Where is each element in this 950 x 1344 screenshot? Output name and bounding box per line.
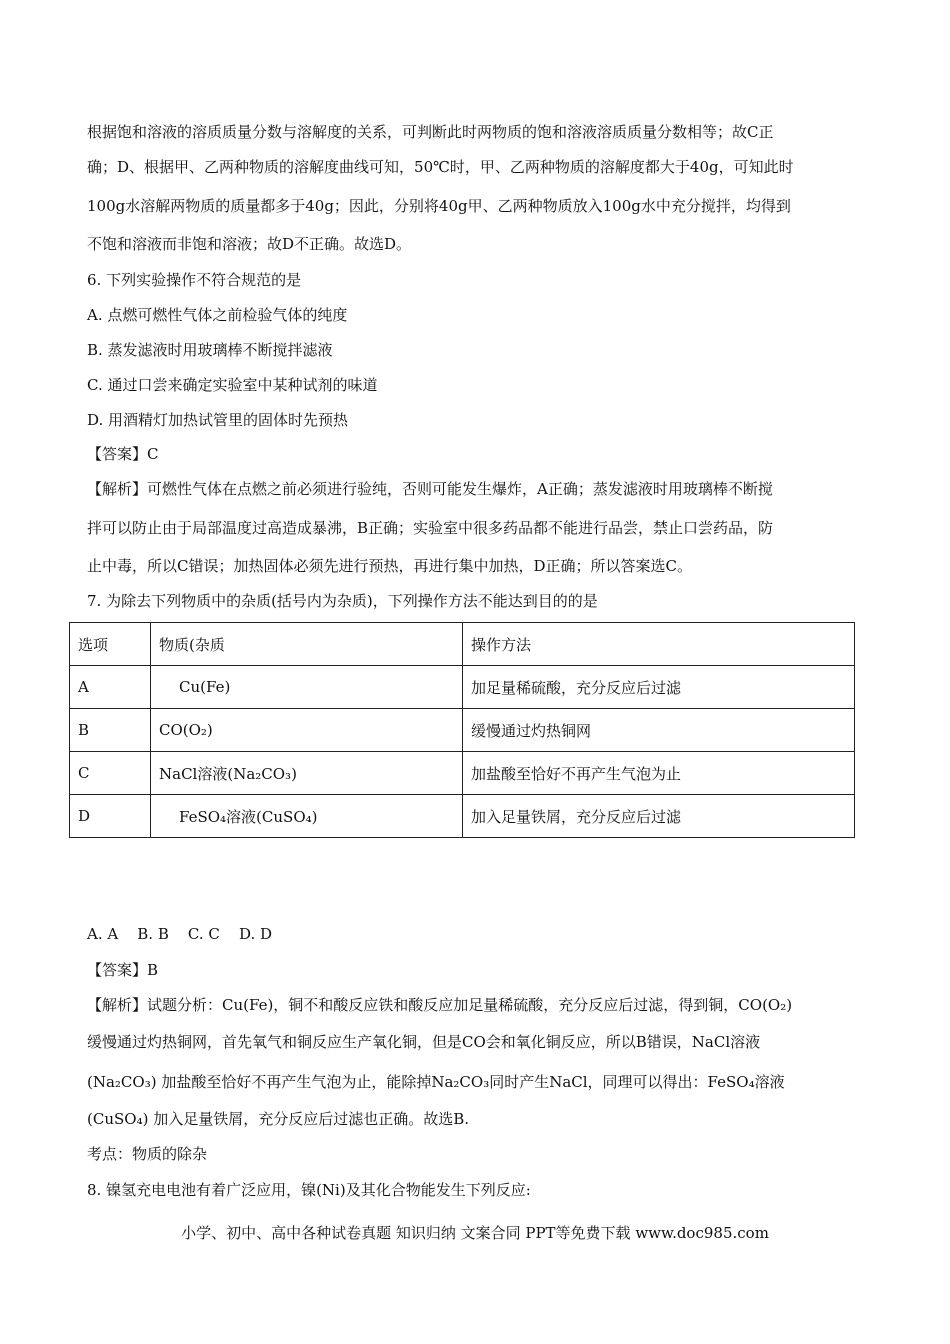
paragraph-line: 100g水溶解两物质的质量都多于40g；因此，分别将40g甲、乙两种物质放入100g水中充分搅拌，均得到 (87, 197, 791, 215)
paragraph-line: 确；D、根据甲、乙两种物质的溶解度曲线可知，50℃时，甲、乙两种物质的溶解度都大于40g，可知此时 (87, 158, 794, 176)
question-6-option-c: C. 通过口尝来确定实验室中某种试剂的味道 (87, 376, 378, 394)
table-header-cell: 选项 (70, 623, 151, 666)
table-cell: D (70, 795, 151, 838)
question-6-option-b: B. 蒸发滤液时用玻璃棒不断搅拌滤液 (87, 341, 333, 359)
table-cell: C (70, 752, 151, 795)
question-6-answer: 【答案】C (87, 445, 159, 463)
table-cell: 加盐酸至恰好不再产生气泡为止 (463, 752, 855, 795)
question-7-explanation: 缓慢通过灼热铜网，首先氧气和铜反应生产氧化铜，但是CO会和氧化铜反应，所以B错误，NaCl溶液 (87, 1033, 761, 1051)
question-7-table (69, 622, 855, 838)
table-header-cell: 物质(杂质 (151, 623, 463, 666)
table-cell: A (70, 666, 151, 709)
page-footer: 小学、初中、高中各种试卷真题 知识归纳 文案合同 PPT等免费下载 www.doc985.com (181, 1224, 769, 1242)
table-cell: Cu(Fe) (151, 666, 463, 709)
paragraph-line: 不饱和溶液而非饱和溶液；故D不正确。故选D。 (87, 235, 412, 253)
table-cell: CO(O₂) (151, 709, 463, 752)
paragraph-line: 根据饱和溶液的溶质质量分数与溶解度的关系，可判断此时两物质的饱和溶液溶质质量分数相等；故C正 (87, 123, 774, 141)
table-row (70, 666, 855, 709)
table-cell: NaCl溶液(Na₂CO₃) (151, 752, 463, 795)
question-7-topic: 考点：物质的除杂 (87, 1145, 208, 1163)
table-row (70, 752, 855, 795)
table-header-cell: 操作方法 (463, 623, 855, 666)
question-8-stem: 8. 镍氢充电电池有着广泛应用，镍(Ni)及其化合物能发生下列反应: (87, 1181, 531, 1199)
table-cell: 加入足量铁屑，充分反应后过滤 (463, 795, 855, 838)
table-row (70, 795, 855, 838)
question-7-explanation: 【解析】试题分析：Cu(Fe)，铜不和酸反应铁和酸反应加足量稀硫酸，充分反应后过滤，得到铜，CO(O₂) (87, 996, 793, 1014)
question-7-explanation: (CuSO₄) 加入足量铁屑，充分反应后过滤也正确。故选B. (87, 1110, 469, 1128)
question-7-options: A. A B. B C. C D. D (87, 925, 273, 943)
table-cell: FeSO₄溶液(CuSO₄) (151, 795, 463, 838)
table-row (70, 709, 855, 752)
question-7-answer: 【答案】B (87, 961, 159, 979)
table-cell: 加足量稀硫酸，充分反应后过滤 (463, 666, 855, 709)
table-cell: 缓慢通过灼热铜网 (463, 709, 855, 752)
question-6-option-a: A. 点燃可燃性气体之前检验气体的纯度 (87, 306, 348, 324)
question-6-explanation: 拌可以防止由于局部温度过高造成暴沸，B正确；实验室中很多药品都不能进行品尝，禁止口尝药品，防 (87, 519, 774, 537)
table-header-row (70, 623, 855, 666)
question-6-option-d: D. 用酒精灯加热试管里的固体时先预热 (87, 411, 349, 429)
question-6-explanation: 止中毒，所以C错误；加热固体必须先进行预热，再进行集中加热，D正确；所以答案选C。 (87, 557, 692, 575)
question-7-explanation: (Na₂CO₃) 加盐酸至恰好不再产生气泡为止，能除掉Na₂CO₃同时产生NaCl，同理可以得出：FeSO₄溶液 (87, 1073, 785, 1091)
question-7-stem: 7. 为除去下列物质中的杂质(括号内为杂质)，下列操作方法不能达到目的的是 (87, 592, 598, 610)
question-6-explanation: 【解析】可燃性气体在点燃之前必须进行验纯，否则可能发生爆炸，A正确；蒸发滤液时用玻璃棒不断搅 (87, 480, 773, 498)
table-cell: B (70, 709, 151, 752)
question-6-stem: 6. 下列实验操作不符合规范的是 (87, 271, 302, 289)
